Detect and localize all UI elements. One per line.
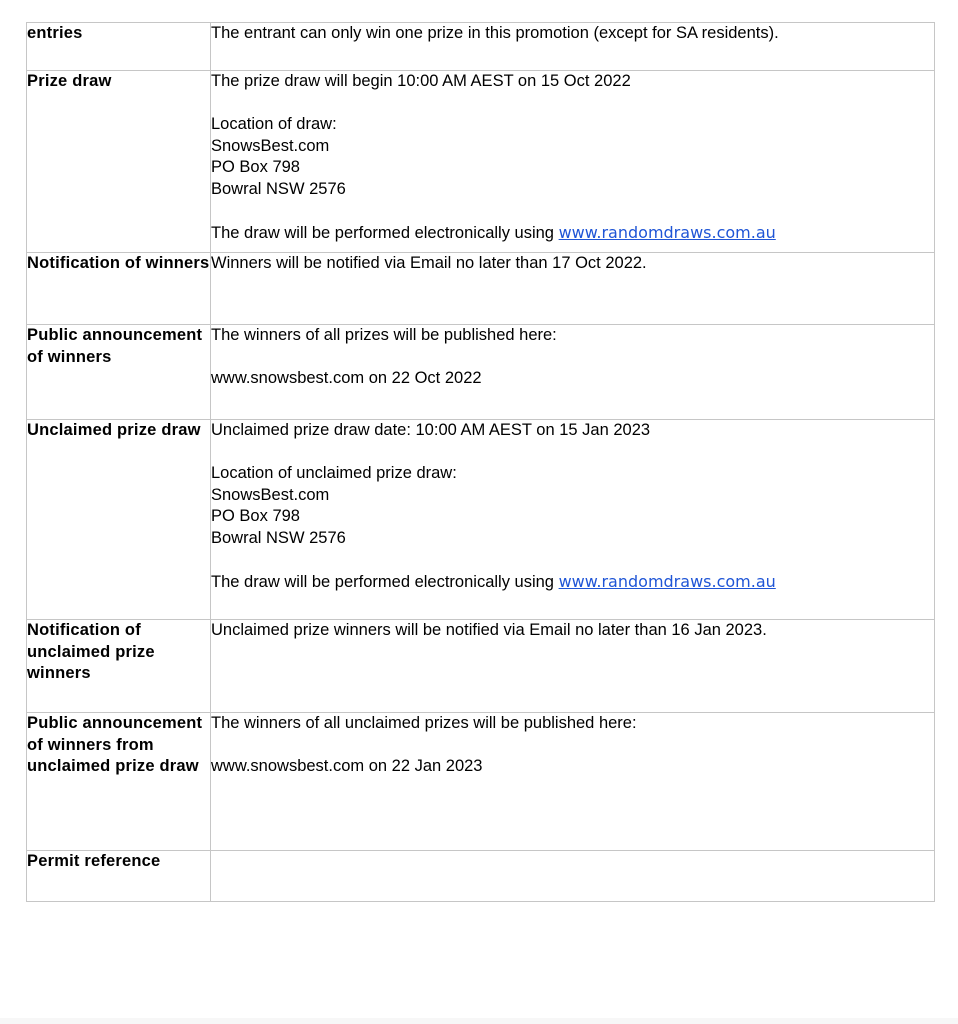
row-value-permit-reference bbox=[211, 851, 935, 902]
unclaimed-draw-address-line-3: Bowral NSW 2576 bbox=[211, 528, 346, 547]
unclaimed-draw-address-line-2: PO Box 798 bbox=[211, 507, 300, 525]
unclaimed-draw-method: The draw will be performed electronically using bbox=[211, 572, 554, 591]
unclaimed-draw-random-draws-link[interactable]: www.randomdraws.com.au bbox=[558, 571, 776, 591]
unclaimed-draw-start: Unclaimed prize draw date: 10:00 AM AEST on 15 Jan 2023 bbox=[211, 421, 651, 439]
unclaimed-draw-address-line-1: SnowsBest.com bbox=[211, 485, 330, 504]
row-label-unclaimed-public-announcement: Public announcement of winners from unclaimed prize draw bbox=[27, 713, 211, 851]
prize-draw-address-line-1: SnowsBest.com bbox=[211, 136, 330, 155]
table-row-unclaimed-public-announcement bbox=[27, 713, 935, 851]
row-value-prize-draw bbox=[211, 71, 935, 253]
row-label-unclaimed-notification: Notification of unclaimed prize winners bbox=[27, 620, 211, 713]
prize-draw-address-line-2: PO Box 798 bbox=[211, 158, 300, 176]
table-row-permit-reference bbox=[27, 851, 935, 902]
table-row-entries bbox=[27, 23, 935, 71]
row-label-unclaimed-prize-draw: Unclaimed prize draw bbox=[27, 420, 211, 620]
unclaimed-draw-location-label: Location of unclaimed prize draw: bbox=[211, 464, 457, 482]
row-label-entries: entries bbox=[27, 23, 211, 71]
table-row-unclaimed-notification bbox=[27, 620, 935, 713]
terms-table bbox=[26, 22, 935, 902]
table-row-public-announcement bbox=[27, 325, 935, 420]
row-label-prize-draw: Prize draw bbox=[27, 71, 211, 253]
unclaimed-announcement-text: The winners of all unclaimed prizes will be published here: bbox=[211, 714, 637, 732]
row-value-notification: Winners will be notified via Email no later than 17 Oct 2022. bbox=[211, 253, 935, 325]
row-value-unclaimed-prize-draw bbox=[211, 420, 935, 620]
prize-draw-random-draws-link[interactable]: www.randomdraws.com.au bbox=[558, 222, 776, 242]
public-announcement-text: The winners of all prizes will be published here: bbox=[211, 326, 557, 344]
table-row-prize-draw bbox=[27, 71, 935, 253]
unclaimed-announcement-detail: www.snowsbest.com on 22 Jan 2023 bbox=[211, 757, 483, 775]
public-announcement-detail: www.snowsbest.com on 22 Oct 2022 bbox=[211, 369, 482, 387]
row-value-entries: The entrant can only win one prize in this promotion (except for SA residents). bbox=[211, 23, 935, 71]
row-value-unclaimed-public-announcement bbox=[211, 713, 935, 851]
table-row-notification bbox=[27, 253, 935, 325]
row-value-unclaimed-notification: Unclaimed prize winners will be notified via Email no later than 16 Jan 2023. bbox=[211, 620, 935, 713]
table-row-unclaimed-prize-draw bbox=[27, 420, 935, 620]
prize-draw-location-label: Location of draw: bbox=[211, 115, 337, 133]
prize-draw-method: The draw will be performed electronically using bbox=[211, 223, 554, 242]
row-label-public-announcement: Public announcement of winners bbox=[27, 325, 211, 420]
prize-draw-address-line-3: Bowral NSW 2576 bbox=[211, 179, 346, 198]
row-value-public-announcement bbox=[211, 325, 935, 420]
prize-draw-start: The prize draw will begin 10:00 AM AEST on 15 Oct 2022 bbox=[211, 72, 631, 90]
row-label-notification: Notification of winners bbox=[27, 253, 211, 325]
row-label-permit-reference: Permit reference bbox=[27, 851, 211, 902]
